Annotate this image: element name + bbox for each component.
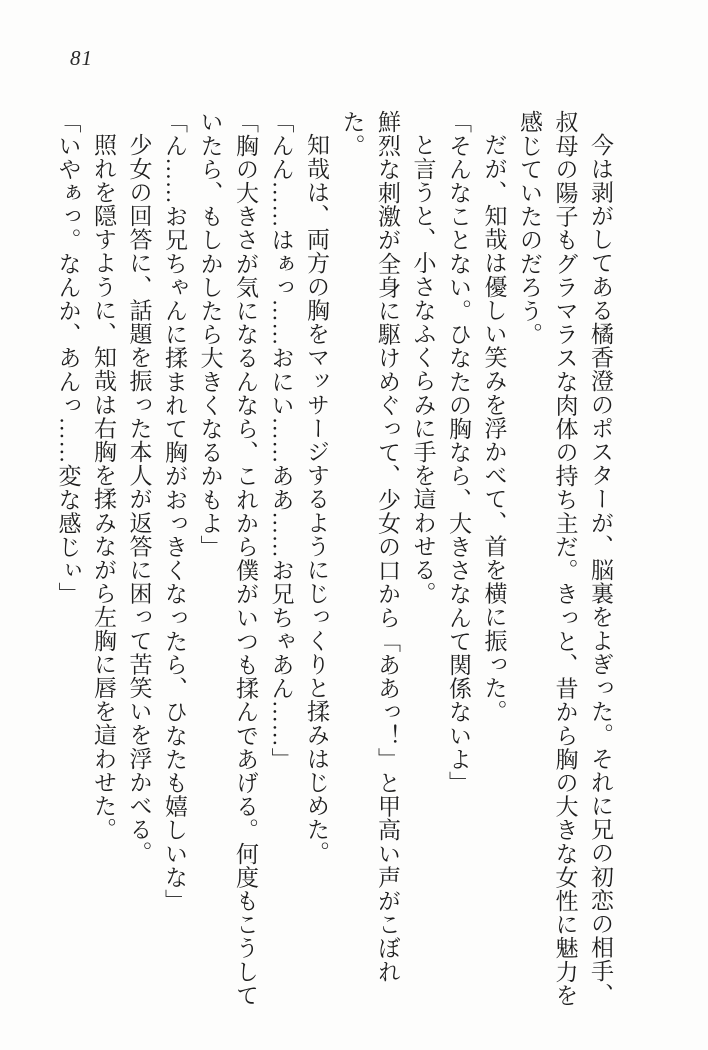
text-line: 感じていたのだろう。 <box>517 110 542 346</box>
text-line: 知哉は、両方の胸をマッサージするようにじっくりと揉みはじめた。 <box>304 133 329 865</box>
text-line: 少女の回答に、話題を振った本人が返答に困って苦笑いを浮かべる。 <box>126 133 152 865</box>
page-number: 81 <box>70 46 93 70</box>
text-line: 「胸の大きさが気になるんなら、これから僕がいつも揉んであげる。何度もこうして <box>233 110 258 1007</box>
text-line: 「そんなことない。ひなたの胸なら、大きさなんて関係ないよ」 <box>446 110 471 795</box>
text-line: と言うと、小さなふくらみに手を這わせる。 <box>410 133 436 605</box>
text-line: 照れを隠すように、知哉は右胸を揉みながら左胸に唇を這わせた。 <box>91 133 116 841</box>
text-line: 「いやぁっ。なんか、あんっ……変な感じぃ」 <box>55 110 81 606</box>
text-line: 「ん……お兄ちゃんに揉まれて胸がおっきくなったら、ひなたも嬉しいな」 <box>162 110 187 913</box>
text-line: 今は剥がしてある橘香澄のポスターが、脳裏をよぎった。それに兄の初恋の相手、 <box>588 133 613 1007</box>
vertical-text-block <box>50 110 618 1018</box>
text-line: 鮮烈な刺激が全身に駆けめぐって、少女の口から「ああっ！」と甲高い声がこぼれ <box>375 110 400 984</box>
text-line: た。 <box>339 110 365 158</box>
text-line: 叔母の陽子もグラマラスな肉体の持ち主だ。きっと、昔から胸の大きな女性に魅力を <box>552 110 578 1007</box>
text-line: だが、知哉は優しい笑みを浮かべて、首を横に振った。 <box>481 133 507 723</box>
text-line: いたら、もしかしたら大きくなるかもよ」 <box>197 110 223 559</box>
text-line: 「んん……はぁっ……おにい……ああ……お兄ちゃあん……」 <box>268 110 294 771</box>
